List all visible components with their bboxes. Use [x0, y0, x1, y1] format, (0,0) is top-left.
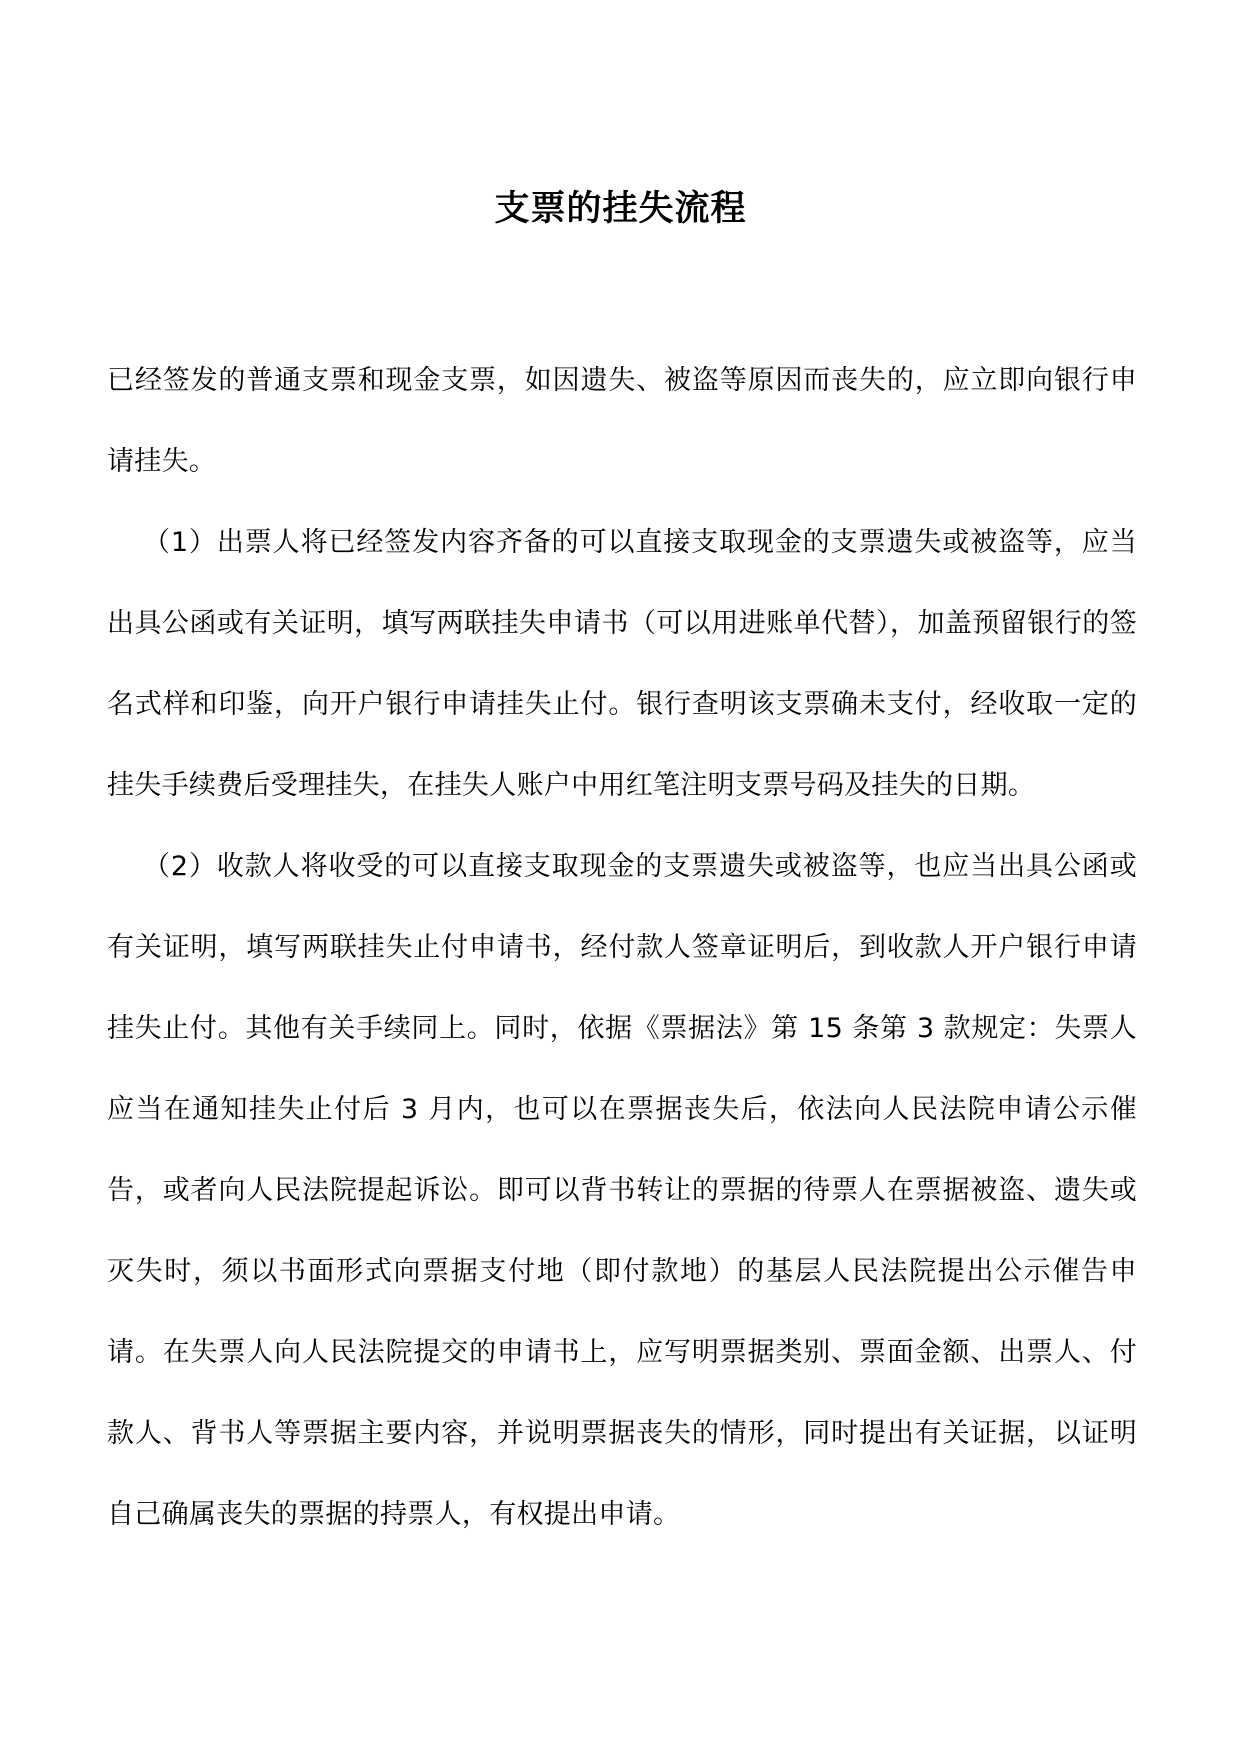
paragraph-drawer-loss: （1）出票人将已经签发内容齐备的可以直接支取现金的支票遗失或被盗等，应当出具公函或有关证明，填写两联挂失申请书（可以用进账单代替），加盖预留银行的签名式样和印鉴，向开户银行申请挂失止付。银行查明该支票确未支付，经收取一定的挂失手续费后受理挂失，在挂失人账户中用红笔注明支票号码及挂失的日期。	[107, 527, 1137, 801]
document-body	[107, 340, 1137, 1555]
paragraph-payee-loss: （2）收款人将收受的可以直接支取现金的支票遗失或被盗等，也应当出具公函或有关证明，填写两联挂失止付申请书，经付款人签章证明后，到收款人开户银行申请挂失止付。其他有关手续同上。同时，依据《票据法》第 15 条第 3 款规定：失票人应当在通知挂失止付后 3 月内，也可以在票据丧失后，依法向人民法院申请公示催告，或者向人民法院提起诉讼。即可以背书转让的票据的待票人在票据被盗、遗失或灭失时，须以书面形式向票据支付地（即付款地）的基层人民法院提出公示催告申请。在失票人向人民法院提交的申请书上，应写明票据类别、票面金额、出票人、付款人、背书人等票据主要内容，并说明票据丧失的情形，同时提出有关证据，以证明自己确属丧失的票据的持票人，有权提出申请。	[107, 851, 1137, 1530]
document-title: 支票的挂失流程	[494, 188, 747, 230]
paragraph-intro: 已经签发的普通支票和现金支票，如因遗失、被盗等原因而丧失的，应立即向银行申请挂失。	[107, 365, 1137, 477]
